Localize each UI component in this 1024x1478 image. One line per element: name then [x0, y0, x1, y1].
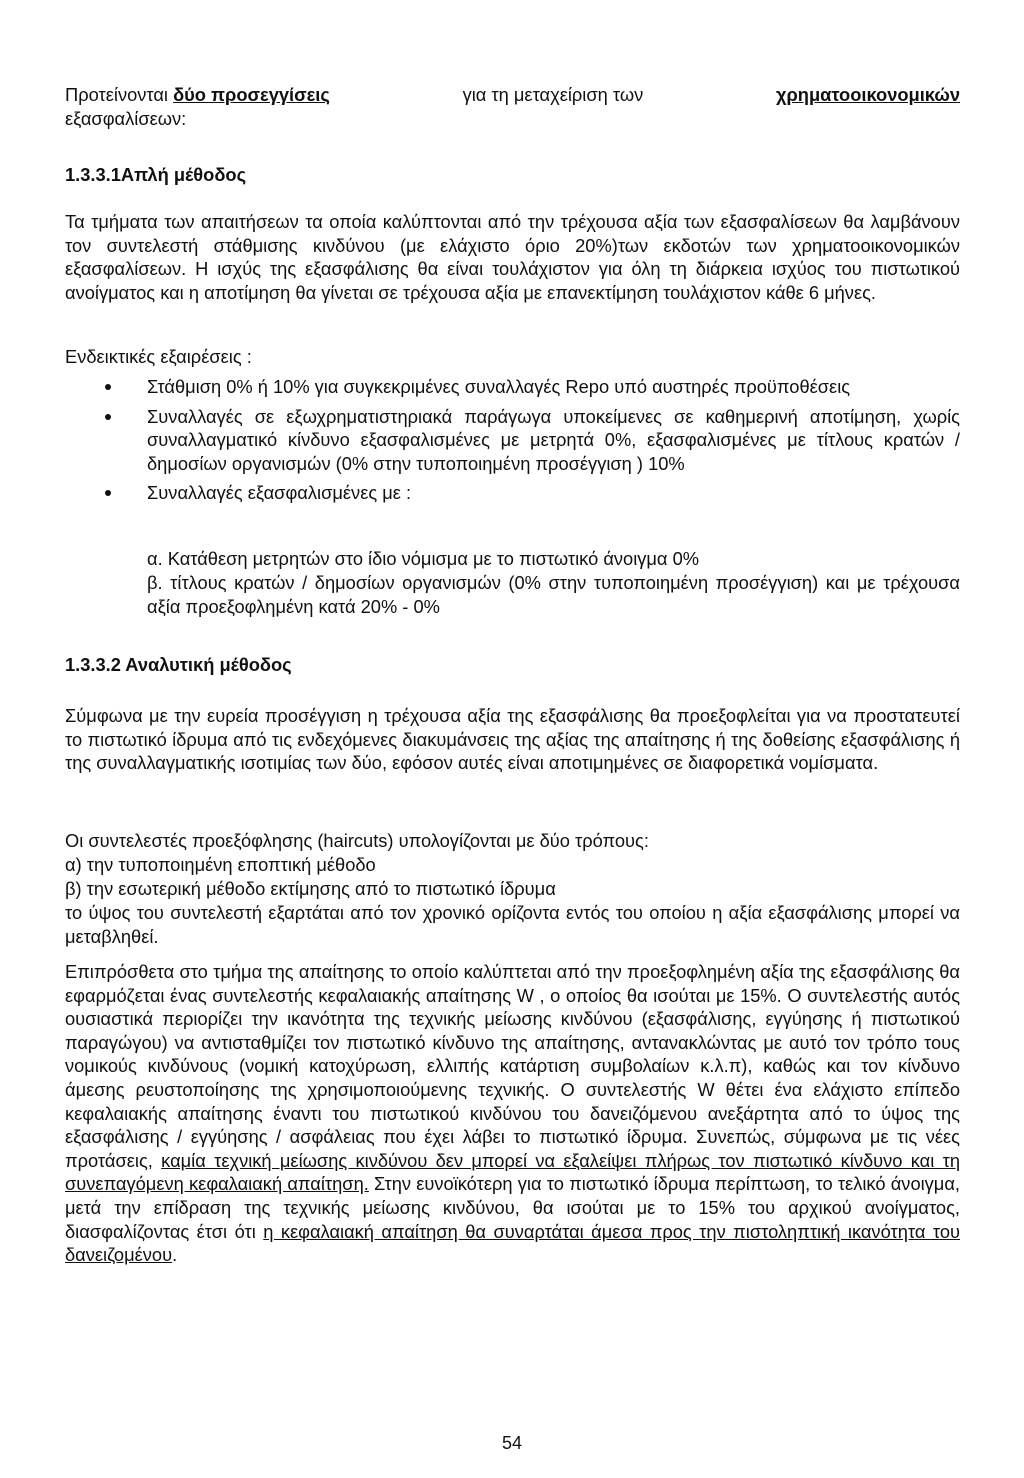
list-item: Στάθμιση 0% ή 10% για συγκεκριμένες συναλλαγές Repo υπό αυστηρές προϋποθέσεις	[65, 375, 960, 399]
intro-mid: για τη μεταχείριση των	[462, 84, 644, 105]
method-a: α) την τυποποιημένη εποπτική μέθοδο	[65, 854, 376, 875]
intro-emphasis-1: δύο προσεγγίσεις	[173, 84, 330, 105]
bullet-icon	[105, 414, 111, 420]
intro-prefix: Προτείνονται	[65, 84, 174, 105]
bullet-icon	[105, 384, 111, 390]
exceptions-list	[65, 375, 960, 505]
haircuts-intro: Οι συντελεστές προεξόφλησης (haircuts) υπολογίζονται με δύο τρόπους:	[65, 830, 649, 851]
section-heading-analytic: 1.3.3.2 Αναλυτική μέθοδος	[65, 654, 292, 675]
bullet-icon	[105, 490, 111, 496]
emphasis-underline-2: η κεφαλαιακή απαίτηση θα συναρτάται άμεσα προς την πιστοληπτική ικανότητα του δανειζομένου	[65, 1220, 960, 1266]
list-item: Συναλλαγές σε εξωχρηματιστηριακά παράγωγα υποκείμενες σε καθημερινή αποτίμηση, χωρίς συναλλαγματικό κίνδυνο εξασφαλισμένες με μετρητά 0%, εξασφαλισμένες με τίτλους κρατών / δημοσίων οργανισμών (0% στην τυποποιημένη προσέγγιση ) 10%	[65, 405, 960, 476]
list-item: Συναλλαγές εξασφαλισμένες με :	[65, 481, 960, 505]
capital-requirement-paragraph: Επιπρόσθετα στο τμήμα της απαίτησης το οποίο καλύπτεται από την προεξοφλημένη αξία της εξασφάλισης θα εφαρμόζεται ένας συντελεστής κεφαλαιακής απαίτησης W , ο οποίος θα ισούται με 15%. Ο συντελεστής αυτός ουσιαστικά περιορίζει την ικανότητα της τεχνικής μείωσης κινδύνου (εξασφάλισης, εγγύησης ή πιστωτικού παραγώγου) να αντισταθμίζει τον πιστωτικό κίνδυνο της απαίτησης, αντανακλώντας με αυτό τον τρόπο τους νομικούς κινδύνους (νομική κατοχύρωση, ελλιπής κατάρτιση συμβολαίων κ.λ.π), καθώς και τον κίνδυνο άμεσης ρευστοποίησης της χρησιμοποιούμενης τεχνικής. Ο συντελεστής W θέτει ένα ελάχιστο επίπεδο κεφαλαιακής απαίτησης έναντι του πιστωτικού κινδύνου του δανειζόμενου ανεξάρτητα από το ύψος της εξασφάλισης / εγγύησης / ασφάλειας που έχει λάβει το πιστωτικό ίδρυμα. Συνεπώς, σύμφωνα με τις νέες προτάσεις, καμία τεχνική μείωσης κινδύνου δεν μπορεί να εξαλείψει πλήρως τον πιστωτικό κίνδυνο και τη συνεπαγόμενη κεφαλαιακή απαίτηση. Στην ευνοϊκότερη για το πιστωτικό ίδρυμα περίπτωση, το τελικό άνοιγμα, μετά την επίδραση της τεχνικής μείωσης κινδύνου, θα ισούται με το 15% του αρχικού ανοίγματος, διασφαλίζοντας έτσι ότι η κεφαλαιακή απαίτηση θα συναρτάται άμεσα προς την πιστοληπτική ικανότητα του δανειζομένου.	[65, 961, 961, 1266]
analytic-method-paragraph: Σύμφωνα με την ευρεία προσέγγιση η τρέχουσα αξία της εξασφάλισης θα προεξοφλείται για να προστατευτεί το πιστωτικό ίδρυμα από τις ενδεχόμενες διακυμάνσεις της αξίας της απαίτησης ή της δοθείσης εξασφάλισης ή της συναλλαγματικής ισοτιμίας των δύο, εφόσον αυτές είναι αποτιμημένες σε διαφορετικά νομίσματα.	[65, 705, 960, 774]
intro-suffix: εξασφαλίσεων:	[65, 107, 187, 129]
simple-method-paragraph: Τα τμήματα των απαιτήσεων τα οποία καλύπτονται από την τρέχουσα αξία των εξασφαλίσεων θα λαμβάνουν τον συντελεστή στάθμισης κινδύνου (με ελάχιστο όριο 20%)των εκδοτών των χρηματοοικονομικών εξασφαλίσεων. Η ισχύς της εξασφάλισης θα είναι τουλάχιστον για όλη τη διάρκεια ισχύος του πιστωτικού ανοίγματος και η αποτίμηση θα γίνεται σε τρέχουσα αξία με επανεκτίμηση τουλάχιστον κάθε 6 μήνες.	[65, 211, 960, 303]
sub-item-b: β. τίτλους κρατών / δημοσίων οργανισμών (0% στην τυποποιημένη προσέγγιση) και με τρέχουσα αξία προεξοφλημένη κατά 20% - 0%	[147, 572, 960, 617]
emphasis-underline-1: καμία τεχνική μείωσης κινδύνου δεν μπορεί να εξαλείψει πλήρως τον πιστωτικό κίνδυνο και τη συνεπαγόμενη κεφαλαιακή απαίτηση.	[65, 1149, 961, 1195]
intro-emphasis-2: χρηματοοικονομικών	[775, 84, 960, 105]
page-number: 54	[501, 1433, 523, 1453]
method-b: β) την εσωτερική μέθοδο εκτίμησης από το πιστωτικό ίδρυμα	[65, 878, 556, 899]
horizon-text: το ύψος του συντελεστή εξαρτάται από τον χρονικό ορίζοντα εντός του οποίου η αξία εξασφάλισης μπορεί να μεταβληθεί.	[65, 902, 960, 947]
exceptions-label: Ενδεικτικές εξαιρέσεις :	[65, 346, 252, 367]
intro-paragraph	[65, 83, 960, 130]
sub-item-a: α. Κατάθεση μετρητών στο ίδιο νόμισμα με το πιστωτικό άνοιγμα 0%	[147, 548, 700, 569]
section-heading-simple: 1.3.3.1Απλή μέθοδος	[65, 164, 247, 185]
